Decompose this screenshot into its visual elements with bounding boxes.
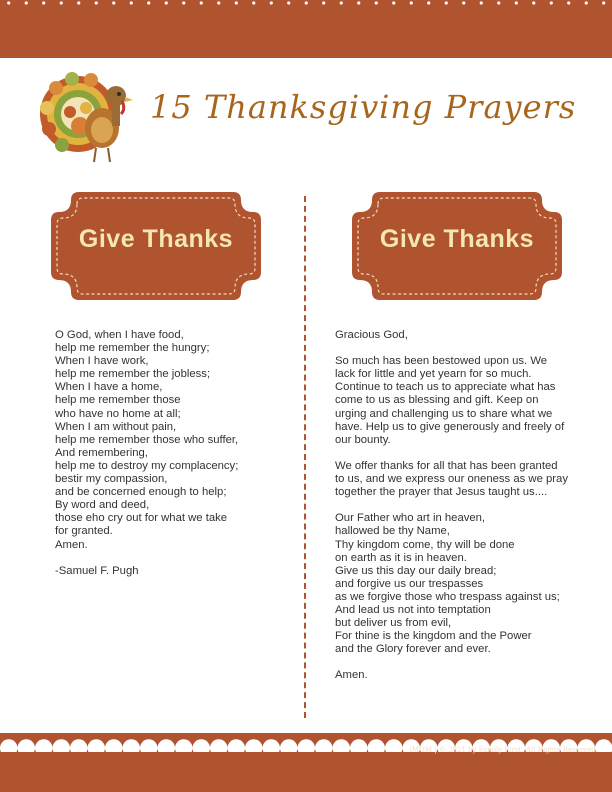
- prayer-line: bestir my compassion,: [55, 473, 168, 486]
- prayer-line: and forgive us our trespasses: [335, 577, 484, 590]
- prayer-line: help me remember the jobless;: [55, 368, 211, 381]
- column-divider: [304, 196, 306, 718]
- right-prayer: [335, 329, 595, 683]
- page-title: 15 Thanksgiving Prayers: [150, 88, 577, 126]
- prayer-line: and be concerned enough to help;: [55, 486, 227, 499]
- prayer-line: Gracious God,: [335, 329, 408, 341]
- prayer-line: have. Help us to give generously and freely of: [335, 420, 565, 433]
- prayer-line: Amen.: [55, 538, 88, 551]
- prayer-line: our bounty.: [335, 433, 391, 446]
- prayer-line: When I have work,: [55, 355, 149, 368]
- prayer-line: When I am without pain,: [55, 420, 177, 433]
- left-banner: [51, 192, 261, 300]
- prayer-line: Thy kingdom come, thy will be done: [335, 538, 515, 551]
- blank-line: [335, 499, 595, 512]
- prayer-line: When I have a home,: [55, 381, 163, 394]
- prayer-line: urging and challenging us to share what we: [335, 407, 553, 420]
- prayer-line: We offer thanks for all that has been granted: [335, 459, 558, 472]
- prayer-line: Continue to teach us to appreciate what has: [335, 381, 556, 394]
- blank-line: [335, 656, 595, 669]
- prayer-line: hallowed be thy Name,: [335, 525, 450, 538]
- blank-line: [335, 447, 595, 460]
- prayer-line: lack for little and yet yearn for so much.: [335, 368, 532, 381]
- prayer-line: By word and deed,: [55, 499, 150, 512]
- prayer-line: O God, when I have food,: [55, 329, 184, 341]
- left-banner-text: Give Thanks: [78, 225, 234, 253]
- prayer-line: help me remember the hungry;: [55, 342, 210, 355]
- prayer-line: to us, and we express our oneness as we pray: [335, 473, 568, 486]
- prayer-line: help me remember those who suffer,: [55, 433, 239, 446]
- left-prayer: [55, 329, 295, 578]
- prayer-line: help me to destroy my complacency;: [55, 459, 239, 472]
- top-scallop-border: [0, 0, 612, 22]
- prayer-line: So much has been bestowed upon us. We: [335, 355, 548, 368]
- right-banner-text: Give Thanks: [379, 225, 535, 253]
- prayer-line: come to us as blessing and gift. Keep on: [335, 394, 539, 407]
- prayer-line: And remembering,: [55, 446, 148, 459]
- prayer-line: and the Glory forever and ever.: [335, 643, 491, 656]
- prayer-line: but deliver us from evil,: [335, 617, 452, 630]
- prayer-line: who have no home at all;: [55, 407, 181, 420]
- footer-copyright: iMOM | © 2021 by Family First. All Rights Reserved.: [409, 746, 598, 754]
- prayer-line: as we forgive those who trespass against us;: [335, 590, 560, 603]
- prayer-line: Amen.: [335, 669, 368, 682]
- right-banner: [352, 192, 562, 300]
- prayer-line: For thine is the kingdom and the Power: [335, 630, 532, 643]
- prayer-line: together the prayer that Jesus taught us....: [335, 486, 548, 499]
- prayer-line: Give us this day our daily bread;: [335, 564, 497, 577]
- prayer-line: those eho cry out for what we take: [55, 512, 228, 525]
- prayer-line: on earth as it is in heaven.: [335, 551, 467, 564]
- prayer-line: Our Father who art in heaven,: [335, 512, 486, 525]
- blank-line: [335, 342, 595, 355]
- blank-line: [55, 552, 295, 565]
- prayer-line: help me remember those: [55, 394, 181, 407]
- turkey-icon: [36, 66, 136, 170]
- prayer-line: for granted.: [55, 525, 113, 538]
- prayer-line: And lead us not into temptation: [335, 603, 491, 616]
- prayer-line: -Samuel F. Pugh: [55, 564, 139, 577]
